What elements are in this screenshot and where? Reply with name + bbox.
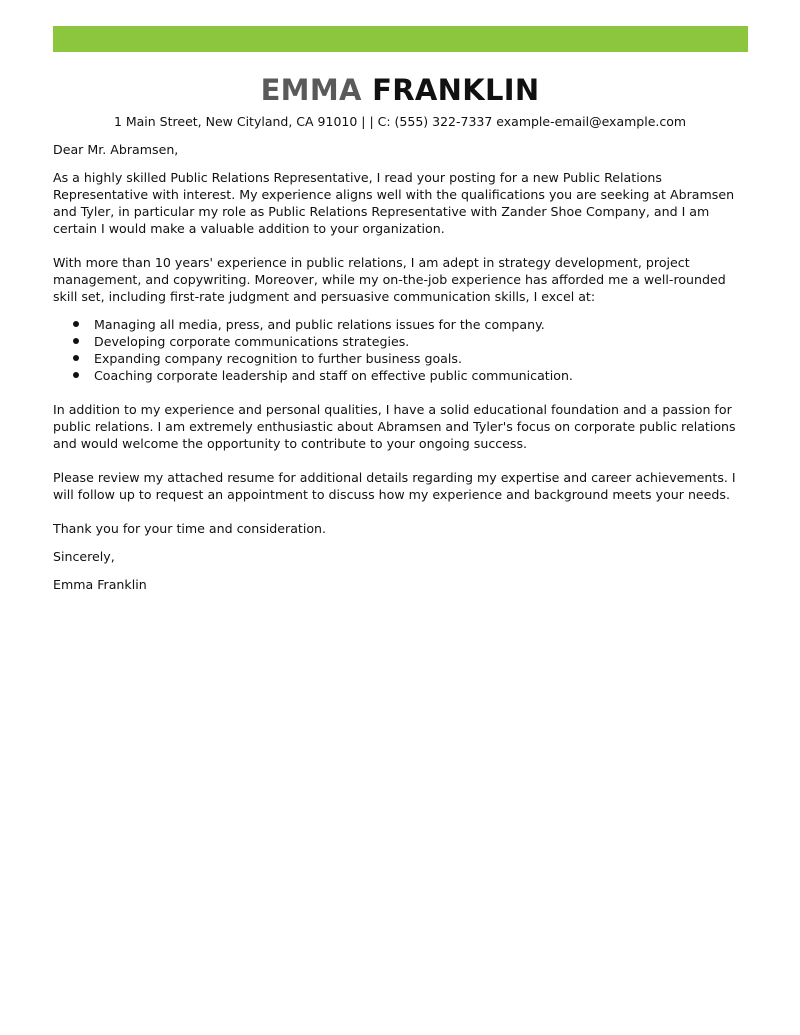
list-item-text: Expanding company recognition to further business goals.: [94, 351, 462, 366]
name-heading: [0, 72, 800, 108]
contact-info: 1 Main Street, New Cityland, CA 91010 | | C: (555) 322-7337 example-email@example.com: [113, 114, 687, 129]
signature-name: Emma Franklin: [53, 577, 147, 592]
skills-list: [53, 316, 753, 384]
list-item: [53, 316, 753, 333]
list-item-text: Coaching corporate leadership and staff on effective public communication.: [94, 368, 573, 383]
paragraph-intro: As a highly skilled Public Relations Representative, I read your posting for a new Public Relations Representative with interest. My experience aligns well with the qualifications you are seeking at Abramsen and Tyler, in particular my role as Public Relations Representative with Zander Shoe Company, and I am certain I would make a valuable addition to your organization.: [53, 170, 735, 236]
first-name: EMMA: [260, 73, 362, 107]
bullet-icon: [73, 372, 79, 378]
accent-bar: [53, 26, 748, 52]
list-item-text: Developing corporate communications strategies.: [94, 334, 410, 349]
last-name: FRANKLIN: [372, 73, 540, 107]
list-item: [53, 333, 753, 350]
bullet-icon: [73, 355, 79, 361]
bullet-icon: [73, 338, 79, 344]
bullet-icon: [73, 321, 79, 327]
list-item: [53, 367, 753, 384]
paragraph-follow-up: Please review my attached resume for additional details regarding my expertise and career achievements. I will follow up to request an appointment to discuss how my experience and background meets your needs.: [53, 470, 736, 502]
salutation: Dear Mr. Abramsen,: [53, 142, 179, 157]
letter-body: [53, 141, 753, 610]
closing: Sincerely,: [53, 549, 115, 564]
paragraph-education: In addition to my experience and personal qualities, I have a solid educational foundation and a passion for public relations. I am extremely enthusiastic about Abramsen and Tyler's focus on corporate public relations and would welcome the opportunity to contribute to your ongoing success.: [53, 402, 736, 451]
list-item-text: Managing all media, press, and public relations issues for the company.: [94, 317, 545, 332]
thanks-line: Thank you for your time and consideration.: [53, 521, 327, 536]
paragraph-experience: With more than 10 years' experience in public relations, I am adept in strategy development, project management, and copywriting. Moreover, while my on-the-job experience has afforded me a well-rounded skill set, including first-rate judgment and persuasive communication skills, I excel at:: [53, 255, 726, 304]
list-item: [53, 350, 753, 367]
